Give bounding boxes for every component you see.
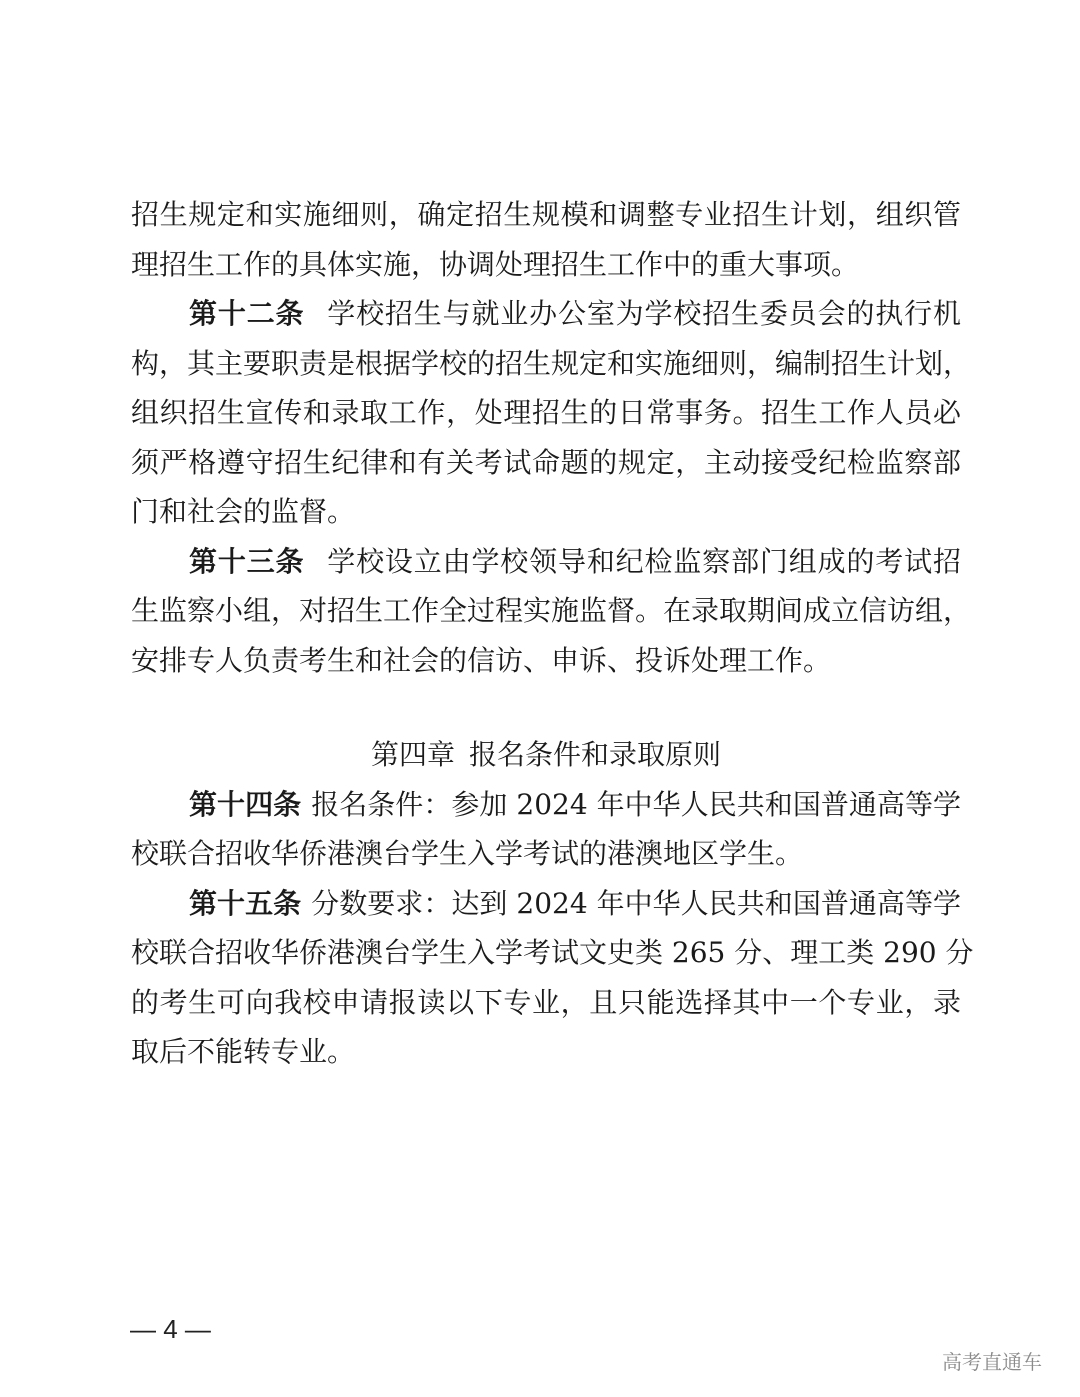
paragraph-line: 安排专人负责考生和社会的信访、申诉、投诉处理工作。	[131, 643, 832, 677]
paragraph-line: 校联合招收华侨港澳台学生入学考试的港澳地区学生。	[131, 837, 804, 870]
paragraph-line: 的考生可向我校申请报读以下专业，且只能选择其中一个专业，录	[131, 985, 961, 1019]
article-number: 第十五条	[189, 886, 302, 920]
article-text: 分数要求：达到 2024 年中华人民共和国普通高等学	[311, 886, 961, 920]
paragraph-line: 门和社会的监督。	[131, 495, 356, 528]
article-number: 第十三条	[189, 544, 305, 578]
paragraph-line: 须严格遵守招生纪律和有关考试命题的规定，主动接受纪检监察部	[131, 445, 961, 479]
paragraph-line: 招生规定和实施细则，确定招生规模和调整专业招生计划，组织管	[131, 198, 961, 231]
chapter-heading	[131, 730, 961, 780]
page-number: — 4 —	[130, 1314, 211, 1344]
paragraph-line: 校联合招收华侨港澳台学生入学考试文史类 265 分、理工类 290 分	[131, 936, 974, 969]
paragraph-line: 生监察小组，对招生工作全过程实施监督。在录取期间成立信访组，	[131, 594, 972, 627]
watermark-label: 高考直通车	[942, 1350, 1042, 1374]
document-body	[131, 190, 974, 1077]
article-text: 学校招生与就业办公室为学校招生委员会的执行机	[326, 297, 961, 330]
chapter-number: 第四章	[370, 738, 455, 771]
chapter-title: 报名条件和录取原则	[469, 738, 722, 771]
paragraph-line: 构，其主要职责是根据学校的招生规定和实施细则，编制招生计划，	[131, 346, 972, 380]
article-text: 学校设立由学校领导和纪检监察部门组成的考试招	[326, 544, 961, 578]
article-14-first-line	[131, 780, 961, 830]
article-number: 第十二条	[189, 297, 305, 330]
paragraph-line: 取后不能转专业。	[131, 1035, 356, 1068]
article-13-first-line	[131, 537, 961, 587]
article-number: 第十四条	[189, 787, 302, 821]
article-12-first-line	[131, 289, 961, 339]
paragraph-line: 组织招生宣传和录取工作，处理招生的日常事务。招生工作人员必	[131, 396, 961, 429]
article-text: 报名条件：参加 2024 年中华人民共和国普通高等学	[311, 787, 961, 821]
paragraph-line: 理招生工作的具体实施，协调处理招生工作中的重大事项。	[131, 247, 860, 281]
article-15-first-line	[131, 879, 961, 929]
